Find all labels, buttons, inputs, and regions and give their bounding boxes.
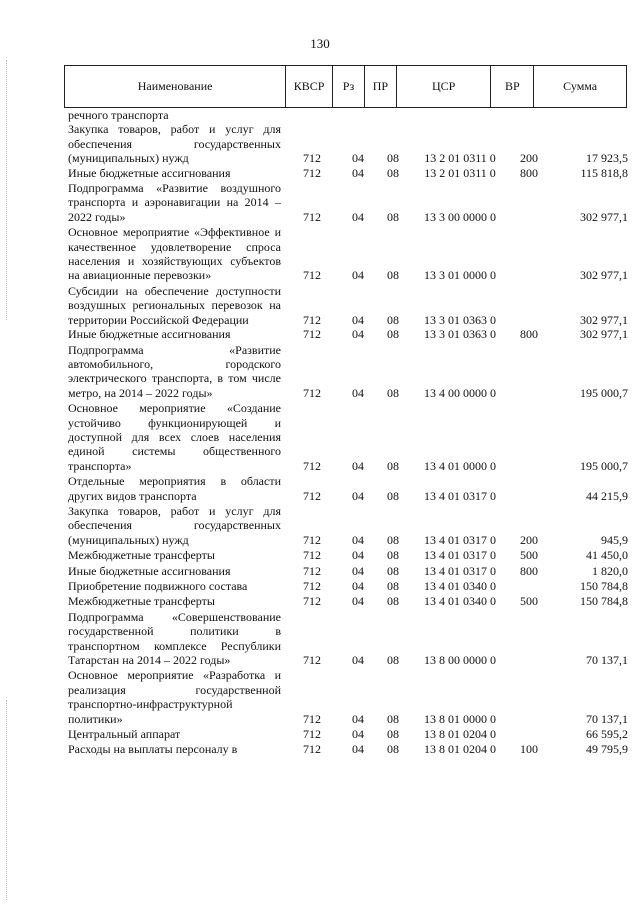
cell-pr: 08: [387, 458, 399, 473]
cell-kvsr: 712: [303, 151, 321, 166]
cell-kvsr: 712: [303, 594, 321, 609]
cell-pr: 08: [387, 742, 399, 757]
cell-name: Расходы на выплаты персоналу в: [68, 742, 238, 757]
cell-kvsr: 712: [303, 268, 321, 283]
cell-rz: 04: [352, 209, 364, 224]
cell-csr: 13 3 01 0363 0: [424, 312, 496, 327]
cell-kvsr: 712: [303, 579, 321, 593]
cell-csr: 13 4 01 0317 0: [424, 563, 496, 578]
cell-pr: 08: [387, 727, 399, 742]
cell-name: Основное мероприятие «Создание устойчиво функционирующей и доступной для всех слоев населения единой системы общественного транспорта»: [68, 401, 281, 473]
header-rz: Рз: [332, 66, 364, 107]
cell-pr: 08: [387, 653, 399, 668]
cell-csr: 13 8 01 0000 0: [424, 711, 496, 726]
cell-pr: 08: [387, 594, 399, 609]
cell-rz: 04: [352, 563, 364, 578]
cell-pr: 08: [387, 312, 399, 327]
cell-sum: 70 137,1: [586, 711, 628, 726]
cell-kvsr: 712: [303, 727, 321, 742]
cell-kvsr: 712: [303, 653, 321, 668]
cell-name: Межбюджетные трансферты: [68, 548, 215, 563]
cell-sum: 195 000,7: [580, 385, 628, 400]
margin-guide-bottom: [6, 700, 8, 900]
table-row: [68, 166, 628, 180]
cell-rz: 04: [352, 653, 364, 668]
cell-csr: 13 3 01 0000 0: [424, 268, 496, 283]
table-row: [68, 181, 628, 224]
cell-kvsr: 712: [303, 563, 321, 578]
cell-csr: 13 4 01 0340 0: [424, 579, 496, 593]
cell-rz: 04: [352, 488, 364, 503]
cell-csr: 13 2 01 0311 0: [424, 165, 496, 180]
cell-sum: 945,9: [601, 532, 628, 547]
cell-csr: 13 4 01 0317 0: [424, 488, 496, 503]
page-number: 130: [310, 36, 330, 51]
cell-pr: 08: [387, 385, 399, 400]
header-pr: ПР: [364, 66, 396, 107]
cell-csr: 13 4 01 0340 0: [424, 594, 496, 609]
cell-csr: 13 8 00 0000 0: [424, 653, 496, 668]
cell-rz: 04: [352, 312, 364, 327]
cell-kvsr: 712: [303, 548, 321, 563]
cell-rz: 04: [352, 594, 364, 609]
cell-rz: 04: [352, 727, 364, 742]
table-row: [68, 474, 628, 503]
cell-rz: 04: [352, 548, 364, 563]
table-row: [68, 668, 628, 726]
cell-kvsr: 712: [303, 458, 321, 473]
cell-kvsr: 712: [303, 165, 321, 180]
cell-sum: 302 977,1: [580, 268, 628, 283]
table-row: [68, 610, 628, 668]
table-header: [64, 65, 627, 108]
cell-kvsr: 712: [303, 742, 321, 757]
cell-rz: 04: [352, 151, 364, 166]
header-csr: ЦСР: [396, 66, 491, 107]
cell-sum: 1 820,0: [592, 563, 628, 578]
cell-vr: 100: [520, 742, 538, 757]
cell-vr: 800: [520, 165, 538, 180]
cell-pr: 08: [387, 579, 399, 593]
cell-csr: 13 2 01 0311 0: [424, 151, 496, 166]
cell-csr: 13 4 01 0317 0: [424, 532, 496, 547]
cell-vr: 500: [520, 594, 538, 609]
cell-name: Приобретение подвижного состава: [68, 579, 248, 593]
cell-csr: 13 4 01 0000 0: [424, 458, 496, 473]
cell-pr: 08: [387, 209, 399, 224]
table-row: [68, 727, 628, 741]
table-row: [68, 343, 628, 401]
cell-rz: 04: [352, 742, 364, 757]
header-vr: ВР: [490, 66, 533, 107]
cell-name: Закупка товаров, работ и услуг для обеспечения государственных (муниципальных) нужд: [68, 122, 281, 166]
cell-kvsr: 712: [303, 711, 321, 726]
margin-guide-top: [6, 60, 8, 320]
cell-kvsr: 712: [303, 532, 321, 547]
cell-name: Иные бюджетные ассигнования: [68, 563, 231, 578]
cell-kvsr: 712: [303, 488, 321, 503]
cell-name: Иные бюджетные ассигнования: [68, 327, 231, 342]
cell-sum: 17 923,5: [586, 151, 628, 166]
cell-csr: 13 4 00 0000 0: [424, 385, 496, 400]
header-kvsr: КВСР: [285, 66, 332, 107]
cell-rz: 04: [352, 268, 364, 283]
table-row: [68, 401, 628, 473]
cell-rz: 04: [352, 458, 364, 473]
cell-sum: 66 595,2: [586, 727, 628, 742]
table-row: [68, 225, 628, 283]
cell-kvsr: 712: [303, 327, 321, 342]
cell-sum: 44 215,9: [586, 488, 628, 503]
cell-pr: 08: [387, 165, 399, 180]
cell-rz: 04: [352, 165, 364, 180]
cell-name: Иные бюджетные ассигнования: [68, 165, 231, 180]
cell-sum: 115 818,8: [580, 165, 628, 180]
cell-name: Закупка товаров, работ и услуг для обеспечения государственных (муниципальных) нужд: [68, 503, 281, 547]
cell-vr: 800: [520, 327, 538, 342]
table-body: [68, 108, 628, 757]
table-row: [68, 122, 628, 165]
cell-sum: 41 450,0: [586, 548, 628, 563]
cell-pr: 08: [387, 268, 399, 283]
cell-name: Субсидии на обеспечение доступности воздушных региональных перевозок на территории Российской Федерации: [68, 283, 281, 327]
header-name: Наименование: [137, 79, 213, 93]
table-row: [68, 564, 628, 578]
cell-sum: 195 000,7: [580, 458, 628, 473]
cell-kvsr: 712: [303, 312, 321, 327]
cell-rz: 04: [352, 385, 364, 400]
cell-name: Основное мероприятие «Эффективное и качественное удовлетворение спроса населения и хозяйствующих субъектов на авиационные перевозки»: [68, 225, 281, 283]
cell-sum: 49 795,9: [586, 742, 628, 757]
cell-rz: 04: [352, 579, 364, 593]
table-row: [68, 548, 628, 562]
cell-vr: 200: [520, 532, 538, 547]
cell-rz: 04: [352, 327, 364, 342]
cell-name: Отдельные мероприятия в области других видов транспорта: [68, 474, 281, 503]
cell-name: Межбюджетные трансферты: [68, 594, 215, 609]
cell-name: речного транспорта: [68, 108, 169, 122]
cell-csr: 13 3 01 0363 0: [424, 327, 496, 342]
cell-pr: 08: [387, 532, 399, 547]
cell-name: Подпрограмма «Совершенствование государственной политики в транспортном комплексе Республики Татарстан на 2014 – 2022 годы»: [68, 609, 281, 668]
cell-kvsr: 712: [303, 385, 321, 400]
header-sum: Сумма: [533, 66, 626, 107]
cell-name: Центральный аппарат: [68, 727, 181, 742]
cell-pr: 08: [387, 327, 399, 342]
cell-name: Основное мероприятие «Разработка и реализация государственной транспортно-инфраструктурной политики»: [68, 668, 281, 726]
table-row: [68, 504, 628, 547]
cell-sum: 150 784,8: [580, 579, 628, 593]
cell-csr: 13 3 00 0000 0: [424, 209, 496, 224]
table-row: [68, 327, 628, 341]
cell-pr: 08: [387, 151, 399, 166]
cell-sum: 302 977,1: [580, 327, 628, 342]
cell-sum: 302 977,1: [580, 312, 628, 327]
cell-pr: 08: [387, 563, 399, 578]
cell-rz: 04: [352, 532, 364, 547]
table-row: [68, 579, 628, 593]
cell-csr: 13 4 01 0317 0: [424, 548, 496, 563]
cell-pr: 08: [387, 488, 399, 503]
cell-vr: 500: [520, 548, 538, 563]
cell-csr: 13 8 01 0204 0: [424, 727, 496, 742]
cell-pr: 08: [387, 548, 399, 563]
cell-pr: 08: [387, 711, 399, 726]
cell-csr: 13 8 01 0204 0: [424, 742, 496, 757]
cell-sum: 302 977,1: [580, 209, 628, 224]
cell-kvsr: 712: [303, 209, 321, 224]
table-row: [68, 594, 628, 608]
table-row: [68, 284, 628, 327]
cell-rz: 04: [352, 711, 364, 726]
cell-sum: 70 137,1: [586, 653, 628, 668]
table-row: [68, 108, 628, 122]
table-row: [68, 742, 628, 756]
cell-vr: 200: [520, 151, 538, 166]
cell-name: Подпрограмма «Развитие воздушного транспорта и аэронавигации на 2014 – 2022 годы»: [68, 181, 281, 224]
cell-vr: 800: [520, 563, 538, 578]
cell-name: Подпрограмма «Развитие автомобильного, городского электрического транспорта, в том числе метро, на 2014 – 2022 годы»: [68, 342, 281, 400]
cell-sum: 150 784,8: [580, 594, 628, 609]
